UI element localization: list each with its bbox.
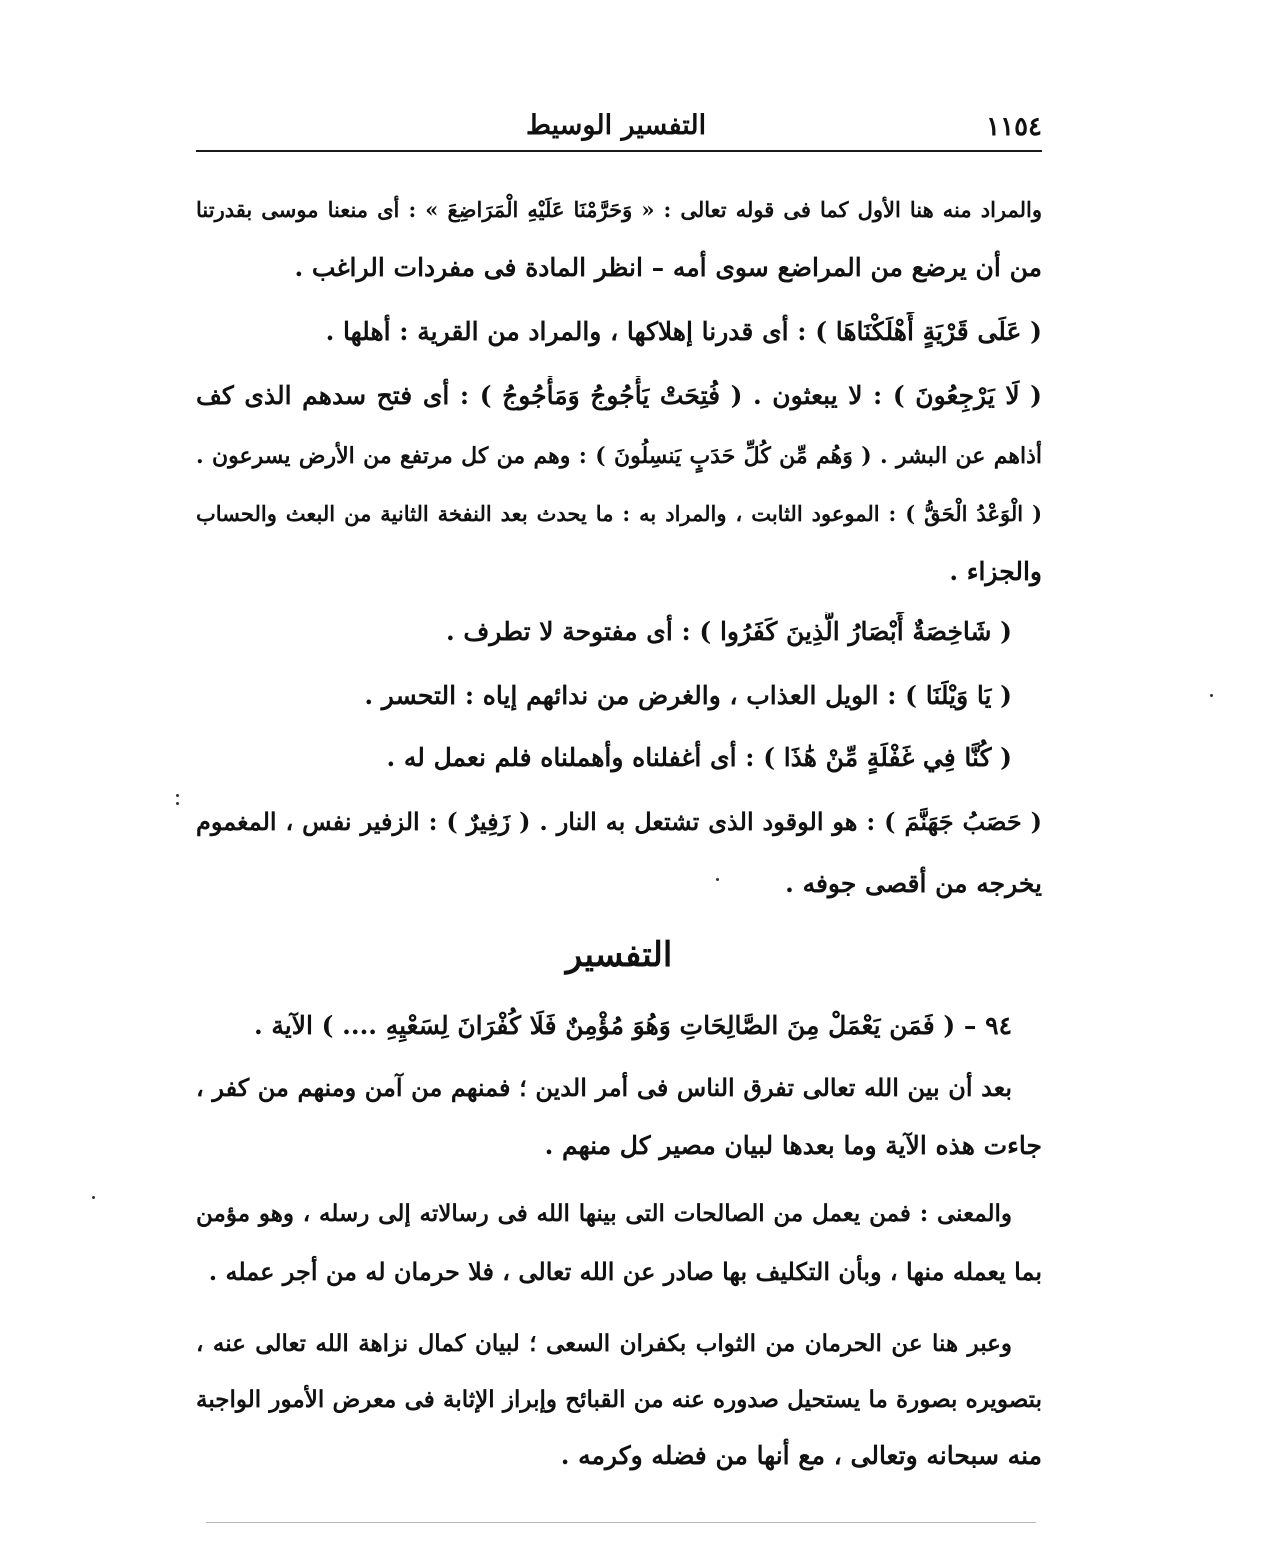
text-line: ( عَلَى قَرْيَةٍ أَهْلَكْنَاهَا ) : أى قدرنا إهلاكها ، والمراد من القرية : أهلها . — [325, 317, 1042, 346]
text-line: والجزاء . — [949, 557, 1042, 586]
scan-speck — [1210, 694, 1213, 697]
scan-speck — [92, 1196, 95, 1199]
scan-speck — [176, 794, 179, 797]
text-line: جاءت هذه الآية وما بعدها لبيان مصير كل منهم . — [544, 1131, 1042, 1160]
text-line: من أن يرضع من المراضع سوى أمه – انظر المادة فى مفردات الراغب . — [294, 253, 1042, 282]
scan-speck — [176, 802, 179, 805]
text-line: بما يعمله منها ، وبأن التكليف بها صادر عن الله تعالى ، فلا حرمان له من أجر عمله . — [208, 1257, 1042, 1286]
footer-rule — [206, 1522, 1036, 1523]
text-line: ( الْوَعْدُ الْحَقُّ ) : الموعود الثابت ، والمراد به : ما يحدث بعد النفخة الثانية من البعث والحساب — [196, 501, 1042, 526]
text-line: أذاهم عن البشر . ( وَهُم مِّن كُلِّ حَدَبٍ يَنسِلُونَ ) : وهم من كل مرتفع من الأرض يسرعون . — [196, 443, 1042, 469]
scan-speck — [716, 878, 719, 881]
section-heading: التفسير — [565, 935, 673, 975]
text-line: ٩٤ – ( فَمَن يَعْمَلْ مِنَ الصَّالِحَاتِ وَهُوَ مُؤْمِنٌ فَلَا كُفْرَانَ لِسَعْيِهِ .... ) الآية . — [253, 1011, 1012, 1040]
text-line: ( يَا وَيْلَنَا ) : الويل العذاب ، والغرض من ندائهم إياه : التحسر . — [364, 681, 1012, 710]
text-line: ( حَصَبُ جَهَنَّمَ ) : هو الوقود الذى تشتعل به النار . ( زَفِيرٌ ) : الزفير نفس ، المغموم — [196, 807, 1042, 836]
text-line: ( لَا يَرْجِعُونَ ) : لا يبعثون . ( فُتِحَتْ يَأْجُوجُ وَمَأْجُوجُ ) : أى فتح سدهم الذى كف — [196, 381, 1042, 410]
page-header — [196, 104, 1042, 152]
text-line: والمراد منه هنا الأول كما فى قوله تعالى : « وَحَرَّمْنَا عَلَيْهِ الْمَرَاضِعَ » : أى منعنا موسى بقدرتنا — [196, 197, 1042, 222]
text-line: والمعنى : فمن يعمل من الصالحات التى بينها الله فى رسالاته إلى رسله ، وهو مؤمن — [196, 1200, 1012, 1227]
running-title: التفسير الوسيط — [526, 110, 707, 141]
text-line: منه سبحانه وتعالى ، مع أنها من فضله وكرمه . — [560, 1441, 1042, 1470]
text-line: بتصويره بصورة ما يستحيل صدوره عنه من القبائح وإبراز الإثابة فى معرض الأمور الواجبة — [196, 1386, 1042, 1413]
page-number: ١١٥٤ — [986, 112, 1042, 142]
text-line: ( كُنَّا فِي غَفْلَةٍ مِّنْ هَٰذَا ) : أى أغفلناه وأهملناه فلم نعمل له . — [386, 743, 1012, 772]
text-line: بعد أن بين الله تعالى تفرق الناس فى أمر الدين ؛ فمنهم من آمن ومنهم من كفر ، — [196, 1073, 1012, 1102]
text-line: ( شَاخِصَةٌ أَبْصَارُ الَّذِينَ كَفَرُوا ) : أى مفتوحة لا تطرف . — [445, 617, 1012, 646]
text-line: وعبر هنا عن الحرمان من الثواب بكفران السعى ؛ لبيان كمال نزاهة الله تعالى عنه ، — [196, 1330, 1012, 1357]
text-line: يخرجه من أقصى جوفه . — [785, 869, 1042, 898]
